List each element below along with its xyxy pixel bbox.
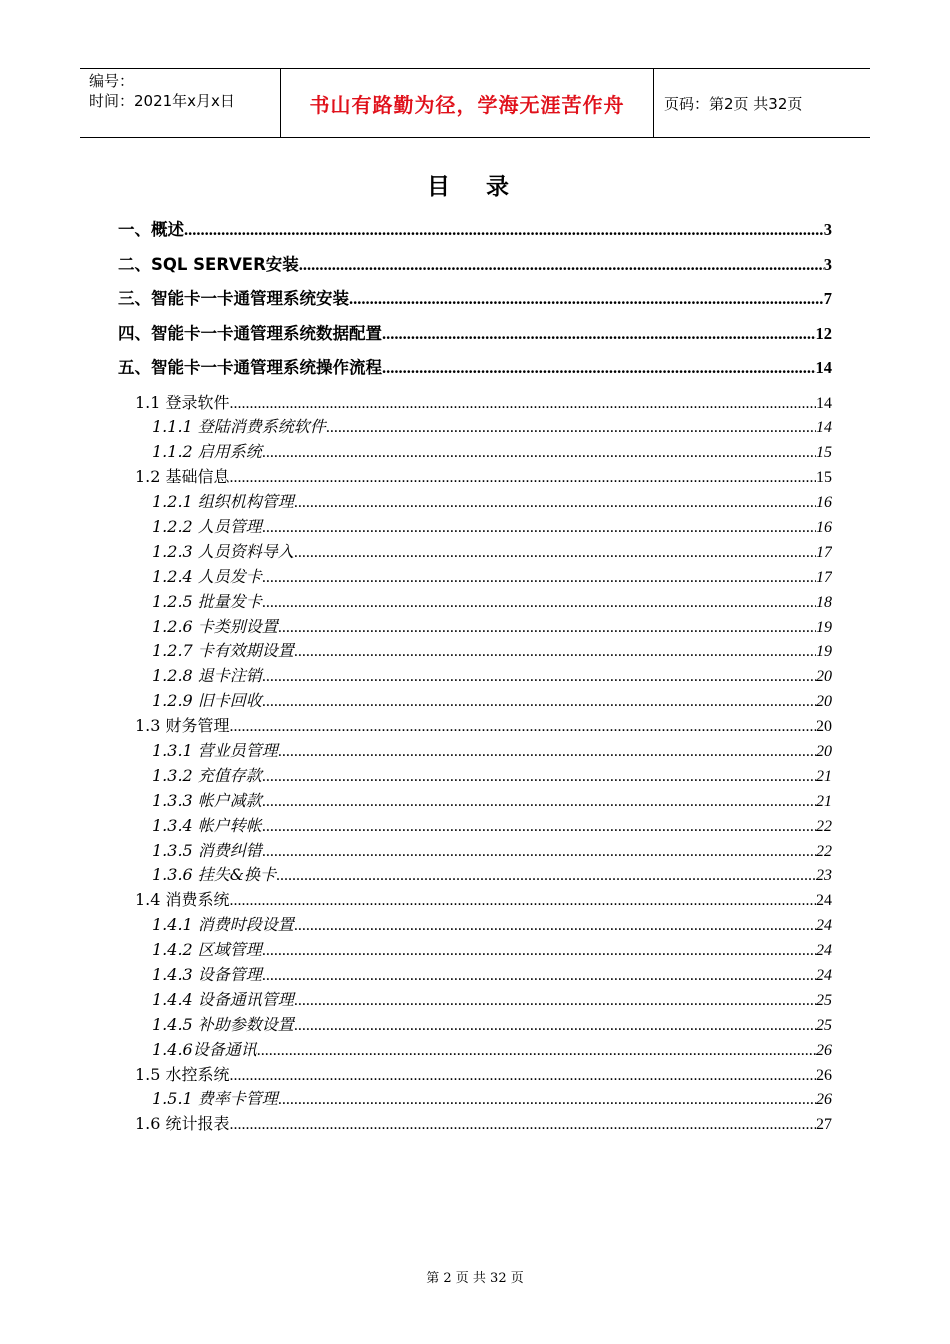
toc-entry-page: 25 [816,1016,832,1034]
toc-dot-leader [294,640,816,664]
toc-entry-page: 20 [816,742,832,760]
toc-entry-label: 1.2.3 人员资料导入 [152,541,294,561]
toc-entry[interactable] [118,913,832,938]
toc-dot-leader [294,491,816,515]
toc-entry-page: 16 [816,518,832,536]
toc-dot-leader [230,889,816,913]
toc-entry-page: 15 [816,444,832,462]
toc-entry-page: 22 [816,842,832,860]
toc-entry-page: 14 [816,419,832,437]
toc-entry-label: 1.3.4 帐户转帐 [152,815,262,835]
toc-dot-leader [294,914,816,938]
toc-entry-page: 7 [823,289,832,308]
toc-entry[interactable] [118,664,832,689]
toc-entry[interactable] [118,1038,832,1063]
toc-entry-page: 27 [816,1116,832,1134]
toc-entry-page: 26 [816,1091,832,1109]
toc-entry[interactable] [118,888,832,913]
toc-entry[interactable] [118,565,832,590]
toc-entry-page: 25 [816,991,832,1009]
toc-entry-label: 1.1.2 启用系统 [152,442,262,462]
toc-entry[interactable] [118,615,832,640]
toc-entry[interactable] [118,391,832,416]
toc-entry[interactable] [118,465,832,490]
toc-dot-leader [184,218,824,242]
toc-dot-leader [262,790,816,814]
toc-entry-label: 1.4.4 设备通讯管理 [152,989,294,1009]
toc-dot-leader [382,356,816,380]
toc-entry-label: 1.3.3 帐户减款 [152,790,262,810]
toc-entry[interactable] [118,590,832,615]
toc-entry-label: 二、SQL SERVER安装 [118,254,299,274]
toc-entry[interactable] [118,1087,832,1112]
table-of-contents [118,218,832,1137]
toc-entry-label: 1.4.5 补助参数设置 [152,1014,294,1034]
toc-entry-label: 1.4.6设备通讯 [152,1039,257,1059]
toc-entry-page: 23 [816,867,832,885]
toc-entry-page: 14 [815,358,832,377]
toc-entry[interactable] [118,739,832,764]
toc-entry-label: 1.2.1 组织机构管理 [152,492,294,512]
toc-dot-leader [262,690,816,714]
toc-entry[interactable] [118,988,832,1013]
toc-entry-label: 1.2.6 卡类别设置 [152,616,278,636]
toc-entry[interactable] [118,689,832,714]
toc-dot-leader [262,815,816,839]
toc-dot-leader [278,1088,816,1112]
page-footer: 第 2 页 共 32 页 [426,1271,524,1286]
toc-entry-page: 19 [816,643,832,661]
toc-entry[interactable] [118,490,832,515]
toc-entry[interactable] [118,440,832,465]
toc-entry-label: 四、智能卡一卡通管理系统数据配置 [118,323,382,343]
toc-dot-leader [262,765,816,789]
toc-entry-label: 一、概述 [118,220,184,239]
toc-dot-leader [349,287,824,311]
toc-dot-leader [382,322,816,346]
toc-entry[interactable] [118,356,832,391]
toc-entry-label: 1.2.4 人员发卡 [152,566,262,586]
toc-entry-label: 1.1.1 登陆消费系统软件 [152,417,326,437]
toc-entry-page: 21 [816,767,832,785]
toc-dot-leader [278,616,816,640]
toc-entry[interactable] [118,322,832,357]
toc-entry-label: 1.2.9 旧卡回收 [152,691,262,711]
toc-entry-label: 1.1 登录软件 [135,392,230,412]
toc-entry[interactable] [118,839,832,864]
toc-entry-label: 1.2 基础信息 [135,467,230,487]
toc-entry-label: 五、智能卡一卡通管理系统操作流程 [118,358,382,377]
toc-entry-label: 1.4.3 设备管理 [152,964,262,984]
toc-entry-label: 1.4 消费系统 [135,890,230,910]
toc-dot-leader [276,864,816,888]
toc-entry[interactable] [118,253,832,288]
time-label: 时间：2021年x月x日 [89,92,235,110]
header-motto: 书山有路勤为径，学海无涯苦作舟 [281,69,654,137]
toc-dot-leader [257,1039,816,1063]
toc-entry-label: 1.4.2 区域管理 [152,940,262,960]
toc-entry[interactable] [118,714,832,739]
toc-entry-page: 26 [816,1066,832,1084]
toc-entry[interactable] [118,540,832,565]
page-header [80,68,870,138]
toc-dot-leader [262,516,816,540]
toc-entry-page: 3 [823,254,832,274]
toc-entry-label: 1.2.5 批量发卡 [152,591,262,611]
toc-dot-leader [262,964,816,988]
toc-dot-leader [230,715,816,739]
toc-dot-leader [262,441,816,465]
toc-entry-page: 17 [816,543,832,561]
toc-entry-label: 1.3.2 充值存款 [152,765,262,785]
toc-entry-page: 21 [816,792,832,810]
toc-entry[interactable] [118,515,832,540]
toc-entry-page: 20 [816,718,832,736]
toc-dot-leader [262,665,816,689]
toc-entry-label: 1.3.6 挂失&换卡 [152,865,277,885]
toc-entry-page: 26 [816,1041,832,1059]
toc-entry-label: 1.4.1 消费时段设置 [152,915,294,935]
toc-entry[interactable] [118,218,832,253]
toc-entry-label: 1.2.2 人员管理 [152,516,262,536]
toc-dot-leader [294,989,816,1013]
header-page-info: 页码：第2页 共32页 [664,94,803,113]
toc-entry-page: 15 [816,469,832,487]
toc-dot-leader [262,591,816,615]
toc-entry-label: 1.3.1 营业员管理 [152,740,278,760]
toc-entry-label: 1.2.8 退卡注销 [152,666,262,686]
toc-entry-page: 22 [816,817,832,835]
toc-entry-label: 1.2.7 卡有效期设置 [152,641,294,661]
toc-dot-leader [230,1113,816,1137]
toc-entry[interactable] [118,1063,832,1088]
toc-entry-label: 1.3 财务管理 [135,716,230,736]
toc-entry-page: 14 [816,394,832,412]
toc-entry-page: 24 [816,917,832,935]
toc-dot-leader [262,566,816,590]
toc-dot-leader [294,541,816,565]
toc-dot-leader [262,939,816,963]
toc-entry-page: 20 [816,693,832,711]
toc-entry-label: 1.5 水控系统 [135,1064,230,1084]
toc-entry-label: 1.5.1 费率卡管理 [152,1089,278,1109]
toc-entry-page: 19 [816,618,832,636]
toc-entry-page: 18 [816,593,832,611]
toc-entry-page: 24 [816,942,832,960]
toc-entry-label: 三、智能卡一卡通管理系统安装 [118,289,349,308]
toc-dot-leader [230,392,816,416]
toc-dot-leader [326,416,816,440]
toc-entry-page: 24 [816,892,832,910]
toc-entry-page: 16 [816,494,832,512]
toc-entry-page: 20 [816,668,832,686]
toc-dot-leader [230,466,816,490]
toc-entry-page: 3 [823,220,832,239]
toc-entry[interactable] [118,287,832,322]
toc-entry-label: 1.3.5 消费纠错 [152,840,262,860]
toc-dot-leader [278,740,816,764]
toc-dot-leader [262,840,816,864]
toc-entry[interactable] [118,639,832,664]
toc-entry[interactable] [118,963,832,988]
toc-title: 目 录 [426,174,523,200]
toc-dot-leader [294,1014,816,1038]
header-meta [80,69,281,137]
toc-entry[interactable] [118,415,832,440]
toc-dot-leader [299,253,824,277]
toc-entry[interactable] [118,1112,832,1137]
toc-entry[interactable] [118,863,832,888]
toc-entry-page: 24 [816,966,832,984]
toc-entry[interactable] [118,789,832,814]
toc-entry-page: 17 [816,568,832,586]
toc-entry[interactable] [118,764,832,789]
toc-entry-page: 12 [815,323,832,343]
toc-entry[interactable] [118,814,832,839]
toc-dot-leader [230,1064,816,1088]
number-label: 编号： [89,72,135,90]
toc-entry[interactable] [118,1013,832,1038]
toc-entry[interactable] [118,938,832,963]
toc-entry-label: 1.6 统计报表 [135,1114,230,1134]
